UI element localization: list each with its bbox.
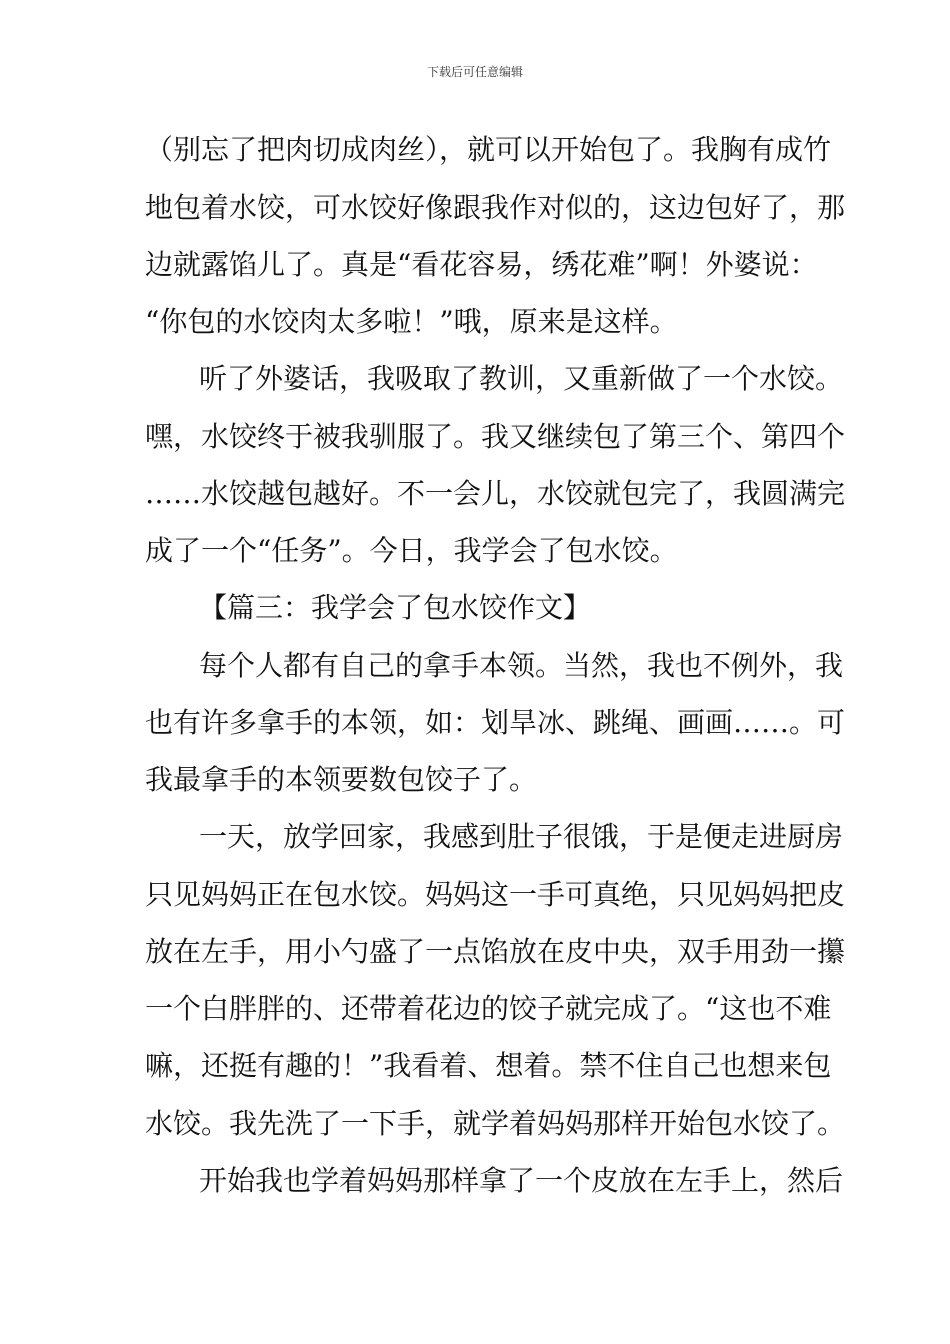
text-line: 放在左手，用小勺盛了一点馅放在皮中央，双手用劲一攥 — [145, 935, 846, 968]
text-line: 水饺。我先洗了一下手，就学着妈妈那样开始包水饺了。 — [145, 1107, 846, 1140]
paragraph-first-line: 开始我也学着妈妈那样拿了一个皮放在左手上，然后 — [199, 1164, 844, 1197]
paragraph-first-line: 听了外婆话，我吸取了教训，又重新做了一个水饺。 — [199, 362, 844, 395]
section-heading: 【篇三：我学会了包水饺作文】 — [199, 591, 592, 624]
text-line: 也有许多拿手的本领，如：划旱冰、跳绳、画画……。可 — [145, 706, 846, 739]
text-line: （别忘了把肉切成肉丝），就可以开始包了。我胸有成竹 — [145, 133, 832, 166]
page-header: 下载后可任意编辑 — [426, 65, 523, 79]
text-line: 只见妈妈正在包水饺。妈妈这一手可真绝，只见妈妈把皮 — [145, 878, 846, 911]
text-line: 我最拿手的本领要数包饺子了。 — [145, 763, 538, 796]
text-line: 一个白胖胖的、还带着花边的饺子就完成了。“这也不难 — [145, 992, 832, 1025]
text-line: ……水饺越包越好。不一会儿，水饺就包完了，我圆满完 — [145, 477, 846, 510]
text-line: 成了一个“任务”。今日，我学会了包水饺。 — [145, 534, 678, 567]
text-line: “你包的水饺肉太多啦！”哦，原来是这样。 — [145, 305, 678, 338]
paragraph-first-line: 每个人都有自己的拿手本领。当然，我也不例外，我 — [199, 649, 844, 682]
text-line: 边就露馅儿了。真是“看花容易，绣花难”啊！外婆说： — [145, 248, 818, 281]
text-line: 嘛，还挺有趣的！”我看着、想着。禁不住自己也想来包 — [145, 1049, 832, 1082]
paragraph-first-line: 一天，放学回家，我感到肚子很饿，于是便走进厨房 — [199, 820, 844, 853]
text-line: 嘿，水饺终于被我驯服了。我又继续包了第三个、第四个 — [145, 420, 846, 453]
text-line: 地包着水饺，可水饺好像跟我作对似的，这边包好了，那 — [145, 191, 846, 224]
